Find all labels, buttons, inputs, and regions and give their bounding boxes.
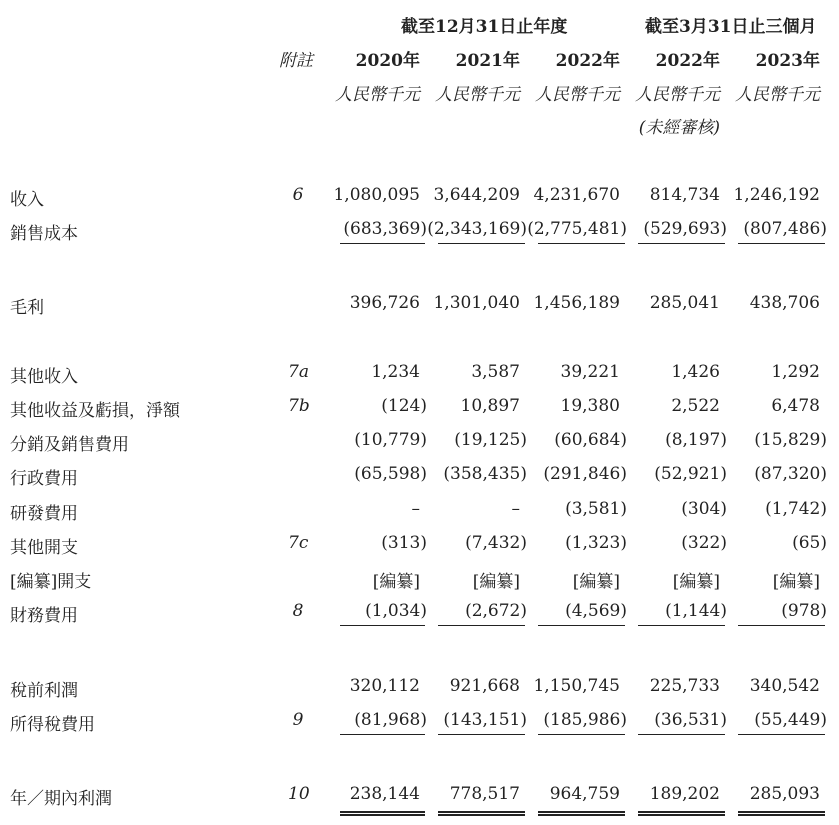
row-label-research-development: 研發費用 [10, 504, 78, 524]
row-value: (2,672) [465, 601, 527, 621]
row-value: 778,517 [449, 784, 520, 804]
row-label-redacted-expenses: [編纂]開支 [10, 572, 92, 592]
subtotal-rule [538, 243, 625, 244]
row-value: (143,151) [443, 710, 527, 730]
row-value: – [511, 499, 520, 519]
row-value: 814,734 [649, 185, 720, 205]
row-value: (7,432) [465, 533, 527, 553]
row-value: (55,449) [754, 710, 827, 730]
row-label-administrative: 行政費用 [10, 469, 78, 489]
header-unit-2022: 人民幣千元 [535, 85, 620, 105]
row-value: (978) [781, 601, 827, 621]
total-double-rule [738, 811, 825, 816]
row-note-other-expenses: 7c [288, 533, 309, 553]
row-value: 438,706 [749, 293, 820, 313]
subtotal-rule [340, 734, 425, 735]
row-value: (807,486) [743, 219, 827, 239]
row-value: (2,775,481) [527, 219, 627, 239]
row-value: (60,684) [554, 430, 627, 450]
row-value: 19,380 [560, 396, 620, 416]
subtotal-rule [538, 625, 625, 626]
row-value: 285,041 [649, 293, 720, 313]
row-value: [編纂] [472, 572, 520, 592]
row-value: (358,435) [443, 464, 527, 484]
row-value: (19,125) [454, 430, 527, 450]
header-year-2022: 2022年 [555, 51, 620, 71]
row-note-profit-for-period: 10 [288, 784, 310, 804]
row-value: (81,968) [354, 710, 427, 730]
subtotal-rule [340, 243, 425, 244]
row-value: (313) [381, 533, 427, 553]
row-value: – [411, 499, 420, 519]
row-value: 6,478 [771, 396, 820, 416]
row-value: (124) [381, 396, 427, 416]
row-label-profit-before-tax: 稅前利潤 [10, 681, 78, 701]
row-value: 3,644,209 [433, 185, 520, 205]
row-value: (1,034) [365, 601, 427, 621]
row-value: 1,292 [771, 362, 820, 382]
row-label-gross-profit: 毛利 [10, 298, 44, 318]
subtotal-rule [538, 734, 625, 735]
row-value: (36,531) [654, 710, 727, 730]
row-label-profit-for-period: 年／期內利潤 [10, 789, 112, 809]
row-value: 320,112 [349, 676, 420, 696]
subtotal-rule [738, 734, 825, 735]
row-value: 964,759 [549, 784, 620, 804]
row-label-other-income: 其他收入 [10, 367, 78, 387]
row-value: 2,522 [671, 396, 720, 416]
header-quarter-2022: 2022年 [655, 51, 720, 71]
row-note-other-gains-losses: 7b [288, 396, 310, 416]
row-value: 1,246,192 [733, 185, 820, 205]
row-value: [編纂] [572, 572, 620, 592]
row-value: 1,456,189 [533, 293, 620, 313]
row-value: 921,668 [449, 676, 520, 696]
total-double-rule [340, 811, 425, 816]
subtotal-rule [638, 243, 725, 244]
row-value: 238,144 [349, 784, 420, 804]
row-value: (529,693) [643, 219, 727, 239]
row-note-revenue: 6 [292, 185, 304, 205]
row-value: (65) [792, 533, 827, 553]
row-note-finance-costs: 8 [292, 601, 304, 621]
row-value: 340,542 [749, 676, 820, 696]
row-value: 189,202 [649, 784, 720, 804]
row-value: (185,986) [543, 710, 627, 730]
header-unit-q2022: 人民幣千元 [635, 85, 720, 105]
total-double-rule [538, 811, 625, 816]
row-value: 285,093 [749, 784, 820, 804]
row-label-other-expenses: 其他開支 [10, 538, 78, 558]
header-year-2020: 2020年 [355, 51, 420, 71]
row-value: (4,569) [565, 601, 627, 621]
subtotal-rule [638, 625, 725, 626]
row-value: (15,829) [754, 430, 827, 450]
row-value: 4,231,670 [533, 185, 620, 205]
header-year-2021: 2021年 [455, 51, 520, 71]
total-double-rule [638, 811, 725, 816]
row-value: (65,598) [354, 464, 427, 484]
header-unit-2021: 人民幣千元 [435, 85, 520, 105]
total-double-rule [438, 811, 525, 816]
row-label-revenue: 收入 [10, 190, 44, 210]
row-value: (1,742) [765, 499, 827, 519]
row-value: (683,369) [343, 219, 427, 239]
header-note-label: 附註 [279, 51, 313, 71]
header-year-group: 截至12月31日止年度 [401, 17, 568, 37]
row-value: (1,144) [665, 601, 727, 621]
row-value: 1,150,745 [533, 676, 620, 696]
row-label-other-gains-losses: 其他收益及虧損，淨額 [10, 401, 180, 421]
row-label-finance-costs: 財務費用 [10, 606, 78, 626]
row-value: [編纂] [772, 572, 820, 592]
row-value: (1,323) [565, 533, 627, 553]
row-value: 1,301,040 [433, 293, 520, 313]
row-value: (291,846) [543, 464, 627, 484]
row-value: 225,733 [649, 676, 720, 696]
row-note-income-tax: 9 [292, 710, 304, 730]
row-value: (8,197) [665, 430, 727, 450]
row-value: 10,897 [460, 396, 520, 416]
subtotal-rule [438, 625, 525, 626]
row-label-income-tax: 所得稅費用 [10, 715, 95, 735]
row-value: (322) [681, 533, 727, 553]
header-quarter-group: 截至3月31日止三個月 [645, 17, 817, 37]
header-quarter-2023: 2023年 [755, 51, 820, 71]
row-value: (2,343,169) [427, 219, 527, 239]
row-value: [編纂] [672, 572, 720, 592]
subtotal-rule [738, 625, 825, 626]
row-value: 396,726 [349, 293, 420, 313]
row-value: 1,234 [371, 362, 420, 382]
row-value: (304) [681, 499, 727, 519]
row-note-other-income: 7a [288, 362, 309, 382]
subtotal-rule [438, 734, 525, 735]
row-value: (10,779) [354, 430, 427, 450]
subtotal-rule [340, 625, 425, 626]
row-label-cost-of-sales: 銷售成本 [10, 224, 78, 244]
header-unit-q2023: 人民幣千元 [735, 85, 820, 105]
row-value: (87,320) [754, 464, 827, 484]
subtotal-rule [438, 243, 525, 244]
row-value: 1,080,095 [333, 185, 420, 205]
row-value: (52,921) [654, 464, 727, 484]
row-label-distribution-selling: 分銷及銷售費用 [10, 435, 129, 455]
row-value: (3,581) [565, 499, 627, 519]
row-value: 39,221 [560, 362, 620, 382]
row-value: [編纂] [372, 572, 420, 592]
row-value: 1,426 [671, 362, 720, 382]
header-unit-2020: 人民幣千元 [335, 85, 420, 105]
row-value: 3,587 [471, 362, 520, 382]
header-unaudited: (未經審核) [638, 118, 720, 138]
subtotal-rule [738, 243, 825, 244]
subtotal-rule [638, 734, 725, 735]
